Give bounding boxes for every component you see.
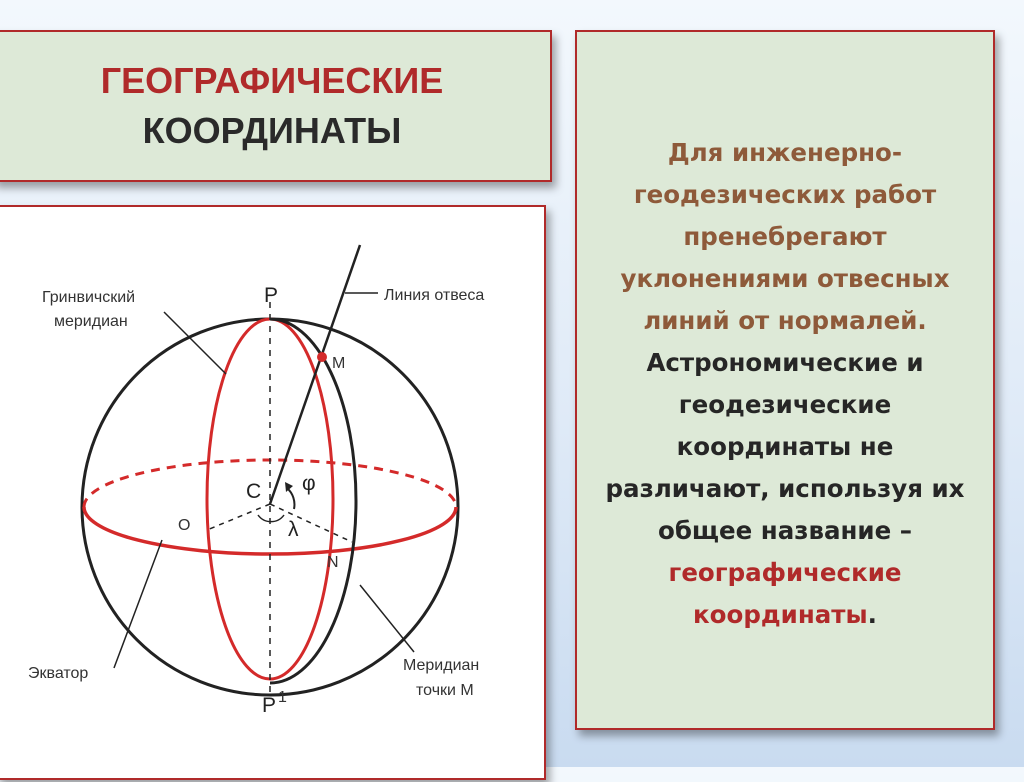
final-period: .	[867, 600, 877, 629]
brown-line-2: геодезических работ	[633, 180, 937, 209]
label-pole-north: P	[264, 284, 279, 307]
equator-leader	[114, 540, 162, 668]
dark-line-2: геодезические	[678, 390, 892, 419]
description-box	[575, 30, 995, 730]
brown-line-3: пренебрегают	[683, 222, 887, 251]
title-box	[0, 30, 552, 182]
meridian-m-leader	[360, 585, 414, 652]
brown-line-4: уклонениями отвесных	[620, 264, 950, 293]
label-point-m: M	[332, 355, 346, 372]
brown-line-5: линий от нормалей.	[643, 306, 927, 335]
dark-line-5: общее название –	[657, 516, 912, 545]
label-phi: φ	[302, 472, 316, 495]
diagram-panel	[0, 205, 546, 780]
label-point-o: O	[178, 517, 191, 534]
label-pole-south: P	[262, 694, 277, 717]
label-lambda: λ	[288, 518, 299, 541]
label-equator: Экватор	[28, 665, 89, 682]
point-m-dot	[317, 352, 327, 362]
description-paragraph	[587, 132, 983, 636]
label-greenwich-1: Гринвичский	[42, 289, 136, 306]
title-line-1: ГЕОГРАФИЧЕСКИЕ	[100, 60, 444, 101]
geographic-coordinates-diagram	[0, 207, 548, 782]
label-meridian-m-1: Меридиан	[403, 657, 480, 674]
lambda-arc	[258, 515, 284, 522]
phi-arc	[287, 488, 294, 509]
dark-line-4: различают, используя их	[605, 474, 965, 503]
brown-line-1: Для инженерно-	[667, 138, 903, 167]
label-point-n: N	[327, 554, 339, 571]
label-plumb-line: Линия отвеса	[384, 287, 485, 304]
label-meridian-m-2: точки M	[416, 682, 474, 699]
label-pole-south-sup: 1	[278, 689, 287, 706]
label-center-c: C	[246, 480, 262, 503]
highlight-line-1: географические	[668, 558, 902, 587]
title-line-2: КООРДИНАТЫ	[142, 110, 402, 151]
greenwich-leader	[164, 312, 226, 374]
dark-line-1: Астрономические и	[646, 348, 924, 377]
label-greenwich-2: меридиан	[54, 313, 128, 330]
dark-line-3: координаты не	[676, 432, 894, 461]
highlight-line-2: координаты	[693, 600, 868, 629]
radius-n	[270, 504, 352, 542]
